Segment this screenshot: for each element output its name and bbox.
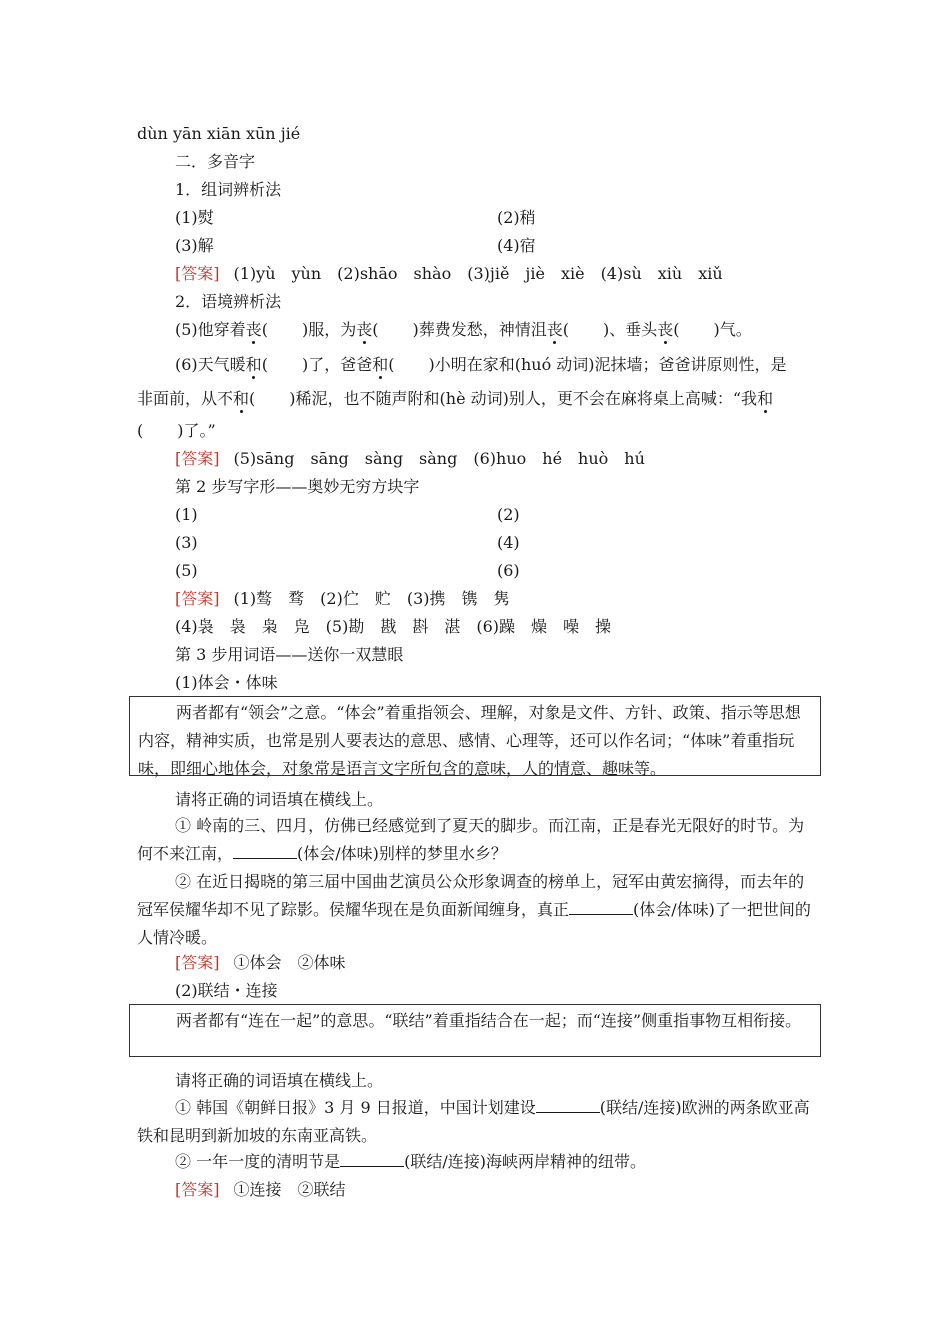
section-heading: 二．多音字	[175, 152, 256, 171]
exercise-4: ② 一年一度的清明节是 (联结/连接)海峡两岸精神的纽带。	[175, 1152, 646, 1171]
item: (3)	[175, 533, 198, 552]
answer-text: (1)yù yùn (2)shāo shào (3)jiě jiè xiè (4)sù xiù xiǔ	[233, 264, 723, 283]
item: (4)	[497, 533, 520, 552]
answer-line: [答案] ①连接 ②联结	[175, 1180, 346, 1199]
answer-line	[175, 264, 855, 284]
answer-line-cont: (4)袅 袅 枭 凫 (5)勘 戡 斟 湛 (6)躁 燥 噪 操	[175, 617, 611, 636]
question-6-line2: 非面前，从不和( )稀泥，也不随声附和(hè 动词)别人，更不会在麻将桌上高喊：“我和	[137, 389, 774, 408]
exercise-3: ① 韩国《朝鲜日报》3 月 9 日报道，中国计划建设 (联结/连接)欧洲的两条欧亚高铁和昆明到新加坡的东南亚高铁。	[137, 1098, 810, 1145]
fill-prompt: 请将正确的词语填在横线上。	[175, 1071, 384, 1090]
item: (1)	[175, 505, 198, 524]
pair-title: (2)联结・连接	[175, 981, 278, 1000]
answer-line: [答案] (1)骜 骛 (2)伫 贮 (3)携 镌 隽	[175, 589, 510, 608]
exercise-1: ① 岭南的三、四月，仿佛已经感觉到了夏天的脚步。而江南，正是春光无限好的时节。为何不来江南， (体会/体味)别样的梦里水乡？	[137, 816, 805, 863]
step-heading: 第 2 步写字形——奥妙无穷方块字	[175, 477, 420, 496]
item: (2)稍	[497, 208, 536, 227]
method-heading: 2．语境辨析法	[175, 292, 282, 311]
answer-label: [答案]	[175, 264, 220, 283]
item: (4)宿	[497, 236, 536, 255]
item: (1)熨	[175, 208, 214, 227]
item: (3)解	[175, 236, 214, 255]
item: (5)	[175, 561, 198, 580]
question-6-line1: (6)天气暖和( )了，爸爸和( )小明在家和(huó 动词)泥抹墙；爸爸讲原则性，是	[175, 355, 787, 374]
item: (2)	[497, 505, 520, 524]
answer-line: [答案] ①体会 ②体味	[175, 953, 346, 972]
answer-line: [答案] (5)sāng sāng sàng sàng (6)huo hé huò hú	[175, 449, 645, 468]
item: (6)	[497, 561, 520, 580]
question-5: (5)他穿着丧( )服，为丧( )葬费发愁，神情沮丧( )、垂头丧( )气。	[175, 320, 752, 339]
exercise-2: ② 在近日揭晓的第三届中国曲艺演员公众形象调查的榜单上，冠军由黄宏摘得，而去年的冠军侯耀华却不见了踪影。侯耀华现在是负面新闻缠身，真正 (体会/体味)了一把世间的人情冷暖。	[137, 872, 811, 947]
pair-title: (1)体会・体味	[175, 673, 278, 692]
pinyin-line: dùn yān xiān xūn jié	[137, 124, 301, 143]
step-heading: 第 3 步用词语——送你一双慧眼	[175, 645, 404, 664]
question-6-line3: ( )了。”	[137, 421, 216, 440]
method-heading: 1．组词辨析法	[175, 180, 282, 199]
fill-prompt: 请将正确的词语填在横线上。	[175, 790, 384, 809]
definition-box: 两者都有“连在一起”的意思。“联结”着重指结合在一起；而“连接”侧重指事物互相衔接。	[129, 1004, 821, 1057]
definition-box: 两者都有“领会”之意。“体会”着重指领会、理解，对象是文件、方针、政策、指示等思想内容，精神实质，也常是别人要表达的意思、感情、心理等，还可以作名词；“体味”着重指玩味，即细心地体会，对象常是语言文字所包含的意味，人的情意、趣味等。	[129, 696, 821, 776]
